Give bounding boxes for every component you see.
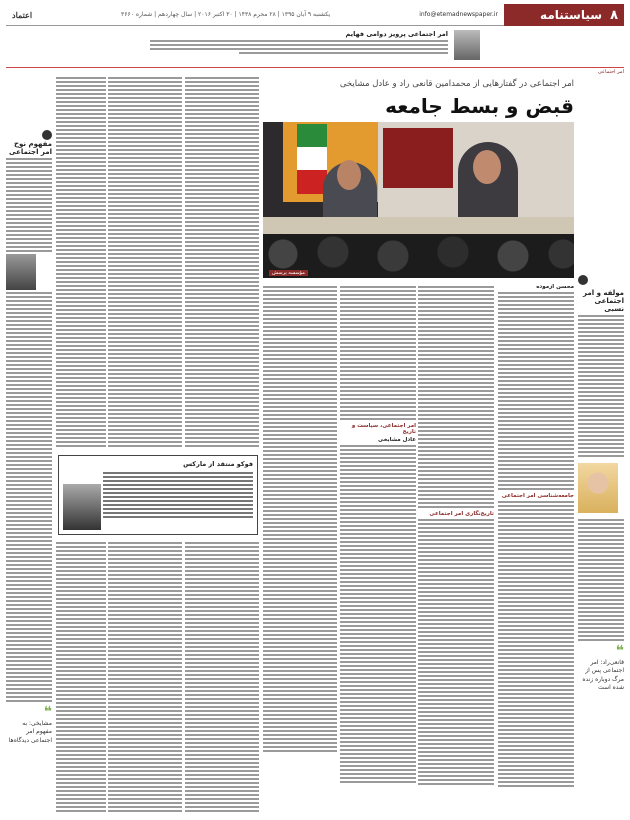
masthead-bar — [6, 4, 624, 26]
supertitle: امر اجتماعی در گفتارهایی از محمدامین قانعی راد و عادل مشایخی — [339, 79, 574, 89]
sidebar-bullet-icon — [42, 130, 52, 140]
kicker-label: امر اجتماعی — [598, 69, 624, 75]
newspaper-logo: اعتماد — [12, 9, 33, 20]
page-number: ۸ — [610, 7, 618, 23]
quote-icon: ❝ — [43, 704, 52, 720]
teaser-title: امر اجتماعی پرویز دوامی فهایم — [345, 30, 448, 38]
article-column-8 — [185, 540, 259, 815]
article-column-4 — [263, 284, 337, 814]
article-column-3 — [340, 284, 416, 814]
quote-icon: ❝ — [615, 643, 624, 659]
left-sidebar-title: مفهوم نوح امر اجتماعی — [8, 140, 52, 156]
lead-photo — [263, 122, 574, 278]
article-column-5 — [185, 75, 259, 455]
teaser-photo — [454, 30, 480, 60]
box-article — [58, 455, 258, 535]
subhead-author: عادل مشایخی — [378, 437, 416, 443]
photo-credit: مؤسسه پرسش — [269, 270, 308, 276]
byline: محسن آزموده — [536, 284, 574, 290]
right-pull-quote: قانعی‌راد: امر اجتماعی پس از مرگ دوباره زنده شده است — [582, 659, 624, 692]
meta-strip — [6, 4, 504, 26]
article-column-7 — [56, 75, 106, 455]
box-title: فوکو منتقد از مارکس — [183, 460, 253, 468]
subhead-2: تاریخ‌نگاری امر اجتماعی — [429, 511, 494, 517]
left-sidebar — [6, 130, 52, 815]
right-sidebar-title: مولفه و امر اجتماعی نسبی — [583, 289, 624, 313]
box-photo — [63, 484, 101, 530]
headline: قبض و بسط جامعه — [385, 94, 574, 118]
article-column-6 — [108, 75, 182, 455]
sidebar-bullet-icon — [578, 275, 588, 285]
subhead-1: جامعه‌شناسی امر اجتماعی — [501, 493, 574, 499]
article-column-1 — [498, 284, 574, 814]
subhead-3: امر اجتماعی، سیاست و تاریخ — [351, 423, 416, 435]
section-block — [504, 4, 624, 26]
email-link[interactable]: info@etemadnewspaper.ir — [419, 11, 498, 18]
article-column-10 — [56, 540, 106, 815]
article-column-9 — [108, 540, 182, 815]
left-sidebar-portrait — [6, 254, 36, 290]
section-title: سیاستنامه — [540, 8, 603, 22]
left-pull-quote: مشایخی: به مفهوم امر اجتماعی دیدگاه‌ها — [8, 720, 52, 744]
teaser-block — [150, 30, 480, 62]
sidebar-portrait — [578, 463, 618, 513]
kicker-rule — [6, 67, 624, 75]
date-line: یکشنبه ۹ آبان ۱۳۹۵ | ۲۸ محرم ۱۴۳۸ | ۳۰ اکتبر ۲۰۱۶ | سال چهاردهم | شماره ۳۶۶۰ — [121, 11, 331, 18]
right-sidebar — [578, 270, 624, 810]
article-column-2 — [418, 284, 494, 814]
